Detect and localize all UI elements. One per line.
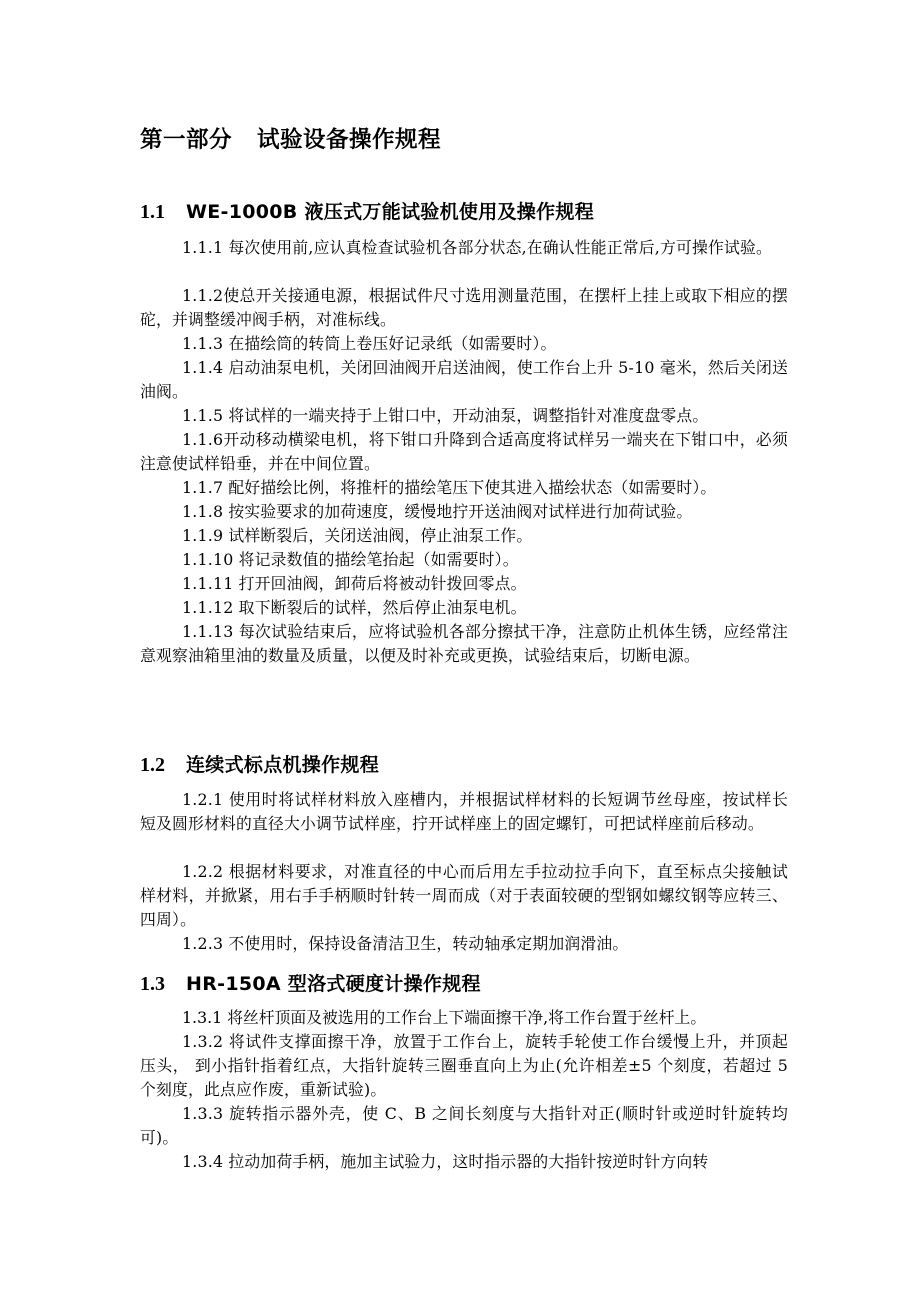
part-title: 第一部分 试验设备操作规程 xyxy=(140,127,442,153)
paragraph-1-3-3: 1.3.3 旋转指示器外壳，使 C、B 之间长刻度与大指针对正(顺时针或逆时针旋转均可)。 xyxy=(140,1104,788,1147)
section-number: 1.3 xyxy=(140,973,165,995)
section-number: 1.1 xyxy=(140,201,165,223)
paragraph-1-3-1: 1.3.1 将丝杆顶面及被选用的工作台上下端面擦干净,将工作台置于丝杆上。 xyxy=(182,1008,707,1027)
paragraph-1-3-4: 1.3.4 拉动加荷手柄，施加主试验力，这时指示器的大指针按逆时针方向转 xyxy=(182,1152,709,1171)
paragraph-1-1-1: 1.1.1 每次使用前,应认真检查试验机各部分状态,在确认性能正常后,方可操作试验。 xyxy=(182,238,772,257)
paragraph-1-1-10: 1.1.10 将记录数值的描绘笔抬起（如需要时）。 xyxy=(182,550,519,569)
paragraph-1-1-8: 1.1.8 按实验要求的加荷速度，缓慢地拧开送油阀对试样进行加荷试验。 xyxy=(182,502,693,521)
section-number: 1.2 xyxy=(140,754,165,776)
section-heading-1-2 xyxy=(140,750,379,777)
section-title: HR-150A 型洛式硬度计操作规程 xyxy=(186,973,481,995)
paragraph-1-3-2: 1.3.2 将试件支撑面擦干净，放置于工作台上，旋转手轮使工作台缓慢上升，并顶起压头， 到小指针指着红点，大指针旋转三圈垂直向上为止(允许相差±5 个刻度，若超过 5 个刻度，此点应作废，重新试验)。 xyxy=(140,1032,788,1099)
paragraph-1-2-2: 1.2.2 根据材料要求，对准直径的中心而后用左手拉动拉手向下，直至标点尖接触试样材料，并掀紧，用右手手柄顺时针转一周而成（对于表面较硬的型钢如螺纹钢等应转三、四周）。 xyxy=(140,862,788,929)
paragraph-1-1-4: 1.1.4 启动油泵电机，关闭回油阀开启送油阀，使工作台上升 5-10 毫米，然后关闭送油阀。 xyxy=(140,358,788,401)
paragraph-1-2-3: 1.2.3 不使用时，保持设备清洁卫生，转动轴承定期加润滑油。 xyxy=(182,934,629,953)
paragraph-1-1-7: 1.1.7 配好描绘比例，将推杆的描绘笔压下使其进入描绘状态（如需要时）。 xyxy=(182,478,717,497)
section-title: 连续式标点机操作规程 xyxy=(186,754,380,776)
paragraph-1-1-3: 1.1.3 在描绘筒的转筒上卷压好记录纸（如需要时）。 xyxy=(182,334,557,353)
paragraph-1-2-1: 1.2.1 使用时将试样材料放入座槽内，并根据试样材料的长短调节丝母座，按试样长短及圆形材料的直径大小调节试样座，拧开试样座上的固定螺钉，可把试样座前后移动。 xyxy=(140,790,788,833)
paragraph-1-1-13: 1.1.13 每次试验结束后，应将试验机各部分擦拭干净，注意防止机体生锈，应经常注意观察油箱里油的数量及质量，以便及时补充或更换，试验结束后，切断电源。 xyxy=(140,622,788,665)
paragraph-1-1-5: 1.1.5 将试样的一端夹持于上钳口中，开动油泵，调整指针对准度盘零点。 xyxy=(182,406,709,425)
paragraph-1-1-2: 1.1.2使总开关接通电源，根据试件尺寸选用测量范围，在摆杆上挂上或取下相应的摆砣，并调整缓冲阀手柄，对准标线。 xyxy=(140,286,788,329)
paragraph-1-1-9: 1.1.9 试样断裂后，关闭送油阀，停止油泵工作。 xyxy=(182,526,533,545)
paragraph-1-1-12: 1.1.12 取下断裂后的试样，然后停止油泵电机。 xyxy=(182,598,527,617)
paragraph-1-1-6: 1.1.6开动移动横梁电机，将下钳口升降到合适高度将试样另一端夹在下钳口中，必须注意使试样铅垂，并在中间位置。 xyxy=(140,430,788,473)
section-heading-1-3 xyxy=(140,969,481,996)
paragraph-1-1-11: 1.1.11 打开回油阀，卸荷后将被动针拨回零点。 xyxy=(182,574,527,593)
section-title: WE-1000B 液压式万能试验机使用及操作规程 xyxy=(186,201,595,223)
section-heading-1-1 xyxy=(140,197,594,224)
